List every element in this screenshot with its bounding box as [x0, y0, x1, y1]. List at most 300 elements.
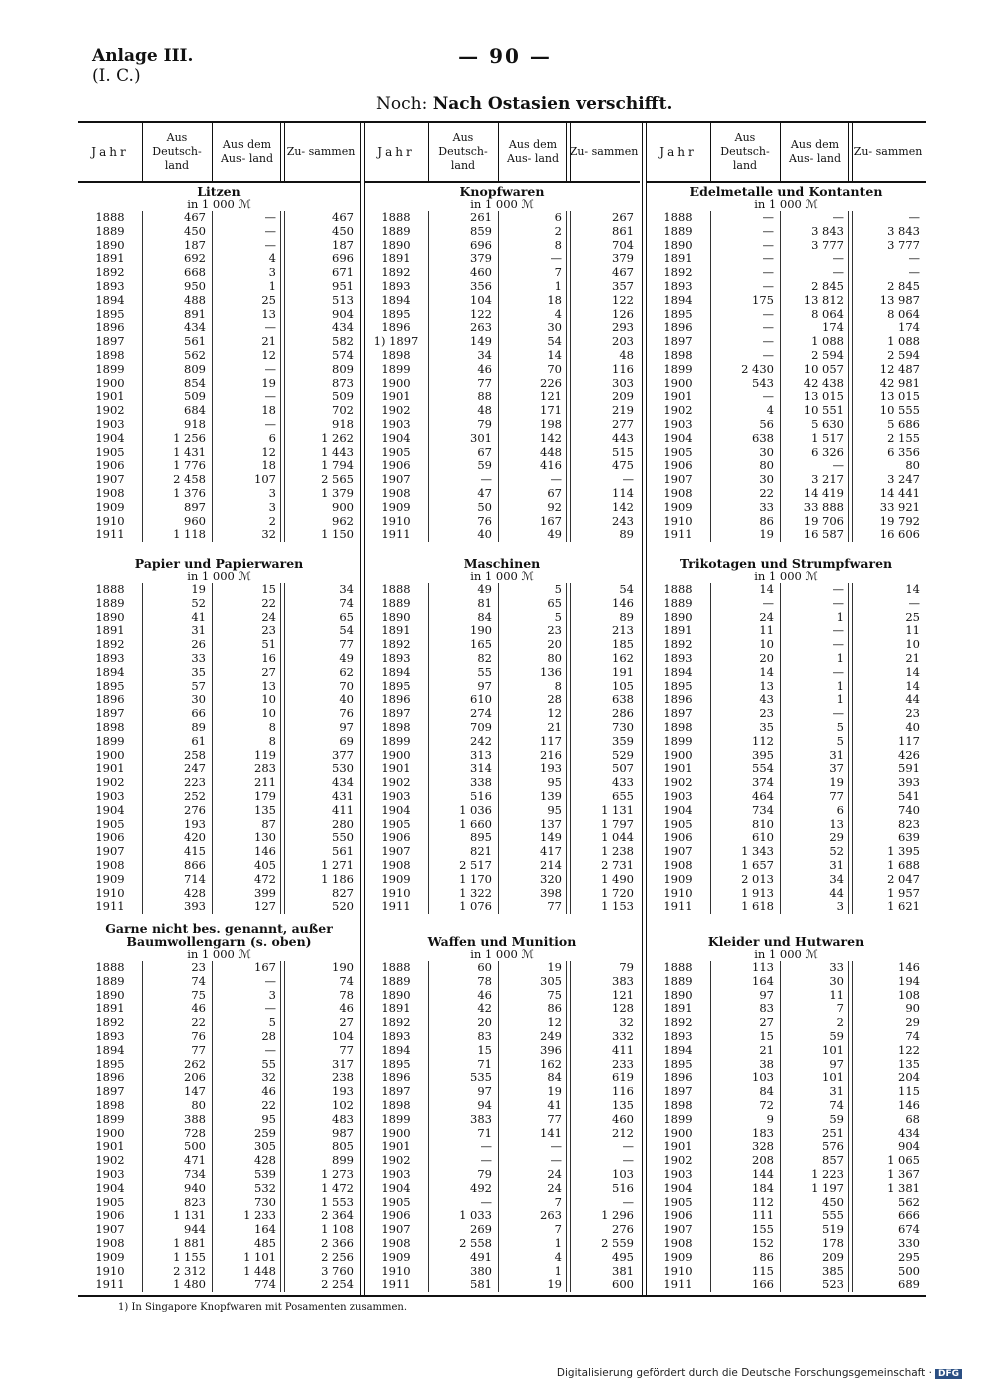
row-year: 1894 [381, 1042, 411, 1057]
row-zusammen: 3 777 [887, 237, 920, 252]
row-deutschland: 610 [752, 830, 774, 845]
row-year: 1904 [95, 802, 125, 817]
table-row [646, 597, 926, 611]
row-ausland: 1 [836, 609, 844, 624]
table-row [646, 308, 926, 322]
row-year: 1901 [95, 761, 125, 776]
row-deutschland: 83 [477, 1028, 492, 1043]
row-year: 1903 [381, 1166, 411, 1181]
row-year: 1903 [381, 416, 411, 431]
row-year: 1906 [663, 830, 693, 845]
row-deutschland: 88 [477, 389, 492, 404]
row-year: 1890 [663, 987, 693, 1002]
table-row [78, 446, 360, 460]
row-deutschland: 467 [184, 210, 206, 224]
row-zusammen: 102 [332, 1097, 354, 1112]
row-zusammen: 277 [612, 416, 634, 431]
row-zusammen: 1 150 [321, 527, 354, 542]
row-year: 1901 [663, 389, 693, 404]
table-row [78, 321, 360, 335]
row-zusammen: 126 [612, 306, 634, 321]
row-zusammen: 1 044 [601, 830, 634, 845]
row-deutschland: 1 076 [459, 899, 492, 914]
row-ausland: 59 [829, 1111, 844, 1126]
row-zusammen: 962 [332, 513, 354, 528]
row-deutschland: 187 [184, 237, 206, 252]
table-row [364, 1127, 640, 1141]
row-deutschland: 183 [752, 1125, 774, 1140]
row-ausland: — [264, 320, 276, 335]
row-deutschland: 940 [184, 1180, 206, 1195]
row-deutschland: 55 [477, 664, 492, 679]
table-row [364, 1140, 640, 1154]
row-zusammen: 34 [339, 582, 354, 596]
cell-divider [498, 583, 499, 914]
cell-divider [428, 961, 429, 1292]
row-ausland: 34 [829, 871, 844, 886]
section-name: Maschinen [463, 556, 541, 571]
row-ausland: 1 [554, 278, 562, 293]
table-row [646, 804, 926, 818]
row-year: 1888 [381, 960, 411, 974]
row-year: 1893 [663, 278, 693, 293]
row-zusammen: 8 064 [887, 306, 920, 321]
table-row [78, 583, 360, 597]
row-year: 1903 [663, 416, 693, 431]
row-deutschland: 33 [191, 650, 206, 665]
row-ausland: 21 [261, 334, 276, 349]
row-ausland: 5 [554, 582, 562, 596]
table-row [646, 873, 926, 887]
cell-divider [142, 961, 143, 1292]
section-unit: in 1 000 ℳ [470, 947, 534, 961]
table-row [646, 790, 926, 804]
row-ausland: 3 [268, 499, 276, 514]
row-year: 1911 [95, 1277, 125, 1292]
table-row [364, 961, 640, 975]
table-row [78, 1251, 360, 1265]
row-year: 1897 [95, 706, 125, 721]
row-zusammen: 805 [332, 1139, 354, 1154]
row-zusammen: 411 [612, 1042, 634, 1057]
row-deutschland: 895 [470, 830, 492, 845]
row-year: 1899 [663, 361, 693, 376]
row-zusammen: 529 [612, 747, 634, 762]
table-row [364, 680, 640, 694]
row-year: 1902 [95, 403, 125, 418]
row-zusammen: 5 686 [887, 416, 920, 431]
dfg-logo: DFG [935, 1369, 962, 1379]
table-row [364, 818, 640, 832]
row-zusammen: 89 [619, 527, 634, 542]
row-ausland: 396 [540, 1042, 562, 1057]
table-row [364, 583, 640, 597]
row-zusammen: 582 [332, 334, 354, 349]
row-deutschland: 46 [191, 1001, 206, 1016]
row-ausland: 5 [836, 719, 844, 734]
row-year: 1902 [663, 775, 693, 790]
row-zusammen: 193 [332, 1084, 354, 1099]
row-deutschland: 223 [184, 775, 206, 790]
row-ausland: 31 [829, 1084, 844, 1099]
row-zusammen: 74 [339, 973, 354, 988]
row-zusammen: 600 [612, 1277, 634, 1292]
row-deutschland: 46 [477, 987, 492, 1002]
row-year: 1905 [381, 1194, 411, 1209]
row-ausland: 10 [261, 706, 276, 721]
row-zusammen: 904 [898, 1139, 920, 1154]
row-zusammen: 873 [332, 375, 354, 390]
row-deutschland: 47 [477, 485, 492, 500]
row-ausland: 80 [547, 650, 562, 665]
row-deutschland: 2 517 [459, 857, 492, 872]
row-year: 1891 [95, 623, 125, 638]
table-row [364, 418, 640, 432]
table-row [646, 418, 926, 432]
row-zusammen: — [622, 1194, 634, 1209]
section-rows [78, 211, 360, 542]
row-year: 1898 [663, 719, 693, 734]
header-divider [280, 123, 285, 181]
row-deutschland: 111 [752, 1208, 774, 1223]
table-column-2 [364, 123, 640, 1295]
row-zusammen: 14 [905, 678, 920, 693]
row-ausland: 54 [547, 334, 562, 349]
row-ausland: 44 [829, 885, 844, 900]
table-section [646, 183, 926, 542]
table-row [78, 831, 360, 845]
row-zusammen: 411 [332, 802, 354, 817]
table-row [78, 252, 360, 266]
table-row [646, 225, 926, 239]
row-deutschland: 13 [759, 678, 774, 693]
row-zusammen: 122 [898, 1042, 920, 1057]
row-deutschland: 79 [477, 1166, 492, 1181]
row-year: 1900 [95, 1125, 125, 1140]
section-unit: in 1 000 ℳ [754, 947, 818, 961]
row-year: 1904 [95, 1180, 125, 1195]
row-zusammen: 11 [905, 623, 920, 638]
row-zusammen: 904 [332, 306, 354, 321]
row-ausland: 127 [254, 899, 276, 914]
row-zusammen: 500 [898, 1263, 920, 1278]
row-ausland: 22 [261, 1097, 276, 1112]
row-year: 1899 [95, 1111, 125, 1126]
row-year: 1895 [381, 678, 411, 693]
cell-divider [212, 583, 213, 914]
cell-divider [498, 211, 499, 542]
row-zusammen: 135 [612, 1097, 634, 1112]
row-deutschland: 328 [752, 1139, 774, 1154]
cell-divider [566, 211, 571, 542]
row-zusammen: 434 [332, 775, 354, 790]
row-year: 1900 [663, 375, 693, 390]
row-year: 1897 [95, 1084, 125, 1099]
row-zusammen: 823 [898, 816, 920, 831]
row-deutschland: 2 458 [173, 472, 206, 487]
table-row [78, 790, 360, 804]
row-zusammen: 467 [612, 265, 634, 280]
row-ausland: 178 [822, 1235, 844, 1250]
row-year: 1903 [95, 788, 125, 803]
row-year: 1904 [381, 802, 411, 817]
row-ausland: 4 [554, 1249, 562, 1264]
row-ausland: 3 217 [811, 472, 844, 487]
row-year: 1895 [95, 306, 125, 321]
row-zusammen: 16 606 [879, 527, 920, 542]
cell-divider [428, 211, 429, 542]
row-deutschland: 71 [477, 1125, 492, 1140]
table-row [78, 611, 360, 625]
table-row [364, 1099, 640, 1113]
row-deutschland: 103 [752, 1070, 774, 1085]
row-ausland: 198 [540, 416, 562, 431]
row-year: 1899 [95, 733, 125, 748]
row-zusammen: 3 843 [887, 223, 920, 238]
row-ausland: 141 [540, 1125, 562, 1140]
row-zusammen: 434 [898, 1125, 920, 1140]
table-row [78, 1237, 360, 1251]
table-row [364, 1265, 640, 1279]
row-zusammen: 114 [612, 485, 634, 500]
row-deutschland: 30 [759, 472, 774, 487]
table-row [364, 487, 640, 501]
row-deutschland: 1 322 [459, 885, 492, 900]
table-row [646, 1002, 926, 1016]
row-zusammen: 3 247 [887, 472, 920, 487]
annex-title: Anlage III. [92, 46, 194, 66]
table-row [78, 707, 360, 721]
row-ausland: 5 630 [811, 416, 844, 431]
row-deutschland: 122 [470, 306, 492, 321]
section-title [78, 183, 360, 211]
row-ausland: 1 [836, 692, 844, 707]
row-deutschland: — [480, 1153, 492, 1168]
row-year: 1906 [95, 458, 125, 473]
table-row [78, 735, 360, 749]
row-ausland: 249 [540, 1028, 562, 1043]
row-ausland: 13 [261, 678, 276, 693]
row-ausland: — [264, 210, 276, 224]
table-row [78, 1182, 360, 1196]
table-row [646, 1196, 926, 1210]
row-deutschland: 42 [477, 1001, 492, 1016]
row-deutschland: 206 [184, 1070, 206, 1085]
table-row [364, 252, 640, 266]
row-zusammen: 65 [339, 609, 354, 624]
row-deutschland: 854 [184, 375, 206, 390]
table-row [364, 776, 640, 790]
row-year: 1896 [381, 1070, 411, 1085]
row-ausland: 12 [547, 1015, 562, 1030]
row-ausland: 10 [261, 692, 276, 707]
row-zusammen: 359 [612, 733, 634, 748]
row-year: 1910 [95, 885, 125, 900]
row-ausland: 3 [268, 265, 276, 280]
table-row [78, 989, 360, 1003]
table-row [364, 473, 640, 487]
table-row [364, 1168, 640, 1182]
table-row [364, 831, 640, 845]
table-row [364, 1030, 640, 1044]
row-year: 1895 [663, 678, 693, 693]
row-year: 1909 [381, 499, 411, 514]
row-year: 1898 [663, 1097, 693, 1112]
row-zusammen: 2 155 [887, 430, 920, 445]
row-deutschland: 471 [184, 1153, 206, 1168]
row-year: 1890 [663, 609, 693, 624]
row-ausland: 101 [822, 1042, 844, 1057]
header-divider [212, 123, 213, 181]
table-row [364, 1182, 640, 1196]
row-deutschland: 380 [470, 1263, 492, 1278]
row-deutschland: — [762, 223, 774, 238]
row-ausland: 52 [829, 844, 844, 859]
table-row [78, 1044, 360, 1058]
row-zusammen: 495 [612, 1249, 634, 1264]
row-ausland: — [832, 582, 844, 596]
row-deutschland: 859 [470, 223, 492, 238]
row-zusammen: 1 238 [601, 844, 634, 859]
table-row [646, 1209, 926, 1223]
row-year: 1895 [663, 306, 693, 321]
row-deutschland: 276 [184, 802, 206, 817]
column-header [78, 123, 360, 183]
page-subtitle [376, 94, 672, 114]
table-row [78, 961, 360, 975]
row-deutschland: 258 [184, 747, 206, 762]
row-zusammen: 1 088 [887, 334, 920, 349]
row-zusammen: 809 [332, 361, 354, 376]
row-zusammen: 44 [905, 692, 920, 707]
row-zusammen: 2 594 [887, 347, 920, 362]
row-deutschland: 2 558 [459, 1235, 492, 1250]
section-rows [646, 961, 926, 1292]
row-deutschland: 83 [759, 1001, 774, 1016]
row-deutschland: 147 [184, 1084, 206, 1099]
row-zusammen: 122 [612, 292, 634, 307]
table-row [646, 693, 926, 707]
table-row [78, 473, 360, 487]
row-zusammen: 918 [332, 416, 354, 431]
row-zusammen: 562 [898, 1194, 920, 1209]
row-zusammen: 1 381 [887, 1180, 920, 1195]
row-year: 1910 [663, 513, 693, 528]
row-zusammen: 191 [612, 664, 634, 679]
table-row [364, 446, 640, 460]
table-row [646, 335, 926, 349]
row-ausland: 86 [547, 1001, 562, 1016]
row-deutschland: 9 [766, 1111, 774, 1126]
row-deutschland: 562 [184, 347, 206, 362]
table-row [364, 459, 640, 473]
row-year: 1907 [95, 844, 125, 859]
row-zusammen: 2 047 [887, 871, 920, 886]
row-year: 1896 [95, 1070, 125, 1085]
row-year: 1893 [381, 650, 411, 665]
row-ausland: 450 [822, 1194, 844, 1209]
row-zusammen: 116 [612, 1084, 634, 1099]
row-ausland: 77 [547, 1111, 562, 1126]
header-zusammen: Zu- sammen [286, 145, 356, 158]
row-deutschland: 40 [477, 527, 492, 542]
row-deutschland: 1 431 [173, 444, 206, 459]
table-row [78, 239, 360, 253]
table-row [646, 239, 926, 253]
row-ausland: 472 [254, 871, 276, 886]
header-jahr: Jahr [377, 145, 415, 159]
annex-subtitle: (I. C.) [92, 66, 141, 86]
row-ausland: 263 [540, 1208, 562, 1223]
row-zusammen: 23 [905, 706, 920, 721]
row-deutschland: 734 [752, 802, 774, 817]
row-zusammen: 74 [905, 1028, 920, 1043]
row-deutschland: 184 [752, 1180, 774, 1195]
row-year: 1892 [663, 1015, 693, 1030]
table-row [646, 515, 926, 529]
row-zusammen: — [908, 210, 920, 224]
row-deutschland: 77 [191, 1042, 206, 1057]
row-year: 1908 [95, 1235, 125, 1250]
row-zusammen: 128 [612, 1001, 634, 1016]
row-year: 1889 [381, 223, 411, 238]
table-row [646, 1168, 926, 1182]
row-deutschland: 76 [191, 1028, 206, 1043]
digitization-text: Digitalisierung gefördert durch die Deutsche Forschungsgemeinschaft · [556, 1367, 932, 1379]
row-zusammen: 827 [332, 885, 354, 900]
row-year: 1910 [95, 1263, 125, 1278]
header-ausland: Aus dem Aus- land [220, 138, 274, 165]
header-divider [428, 123, 429, 181]
table-row [364, 308, 640, 322]
row-deutschland: 263 [470, 320, 492, 335]
row-year: 1897 [95, 334, 125, 349]
row-year: 1911 [381, 899, 411, 914]
table-row [78, 1030, 360, 1044]
table-row [646, 1085, 926, 1099]
row-deutschland: 734 [184, 1166, 206, 1181]
row-year: 1891 [381, 623, 411, 638]
row-zusammen: 433 [612, 775, 634, 790]
row-deutschland: 301 [470, 430, 492, 445]
row-year: 1908 [381, 1235, 411, 1250]
column-header [646, 123, 926, 183]
row-deutschland: 56 [759, 416, 774, 431]
row-zusammen: 1 797 [601, 816, 634, 831]
row-ausland: 18 [547, 292, 562, 307]
table-column-1 [78, 123, 360, 1295]
row-zusammen: 280 [332, 816, 354, 831]
row-zusammen: 377 [332, 747, 354, 762]
row-year: 1905 [95, 1194, 125, 1209]
row-year: 1909 [663, 499, 693, 514]
row-ausland: 1 101 [243, 1249, 276, 1264]
header-zusammen: Zu- sammen [569, 145, 639, 158]
row-ausland: 32 [261, 1070, 276, 1085]
row-year: 1904 [95, 430, 125, 445]
row-deutschland: 1 170 [459, 871, 492, 886]
row-year: 1904 [663, 1180, 693, 1195]
header-divider [780, 123, 781, 181]
table-row [646, 900, 926, 914]
row-year: 1899 [663, 1111, 693, 1126]
row-deutschland: 19 [191, 582, 206, 596]
row-year: 1894 [95, 664, 125, 679]
row-zusammen: 1 395 [887, 844, 920, 859]
table-row [364, 1058, 640, 1072]
table-row [646, 294, 926, 308]
row-zusammen: 1 720 [601, 885, 634, 900]
